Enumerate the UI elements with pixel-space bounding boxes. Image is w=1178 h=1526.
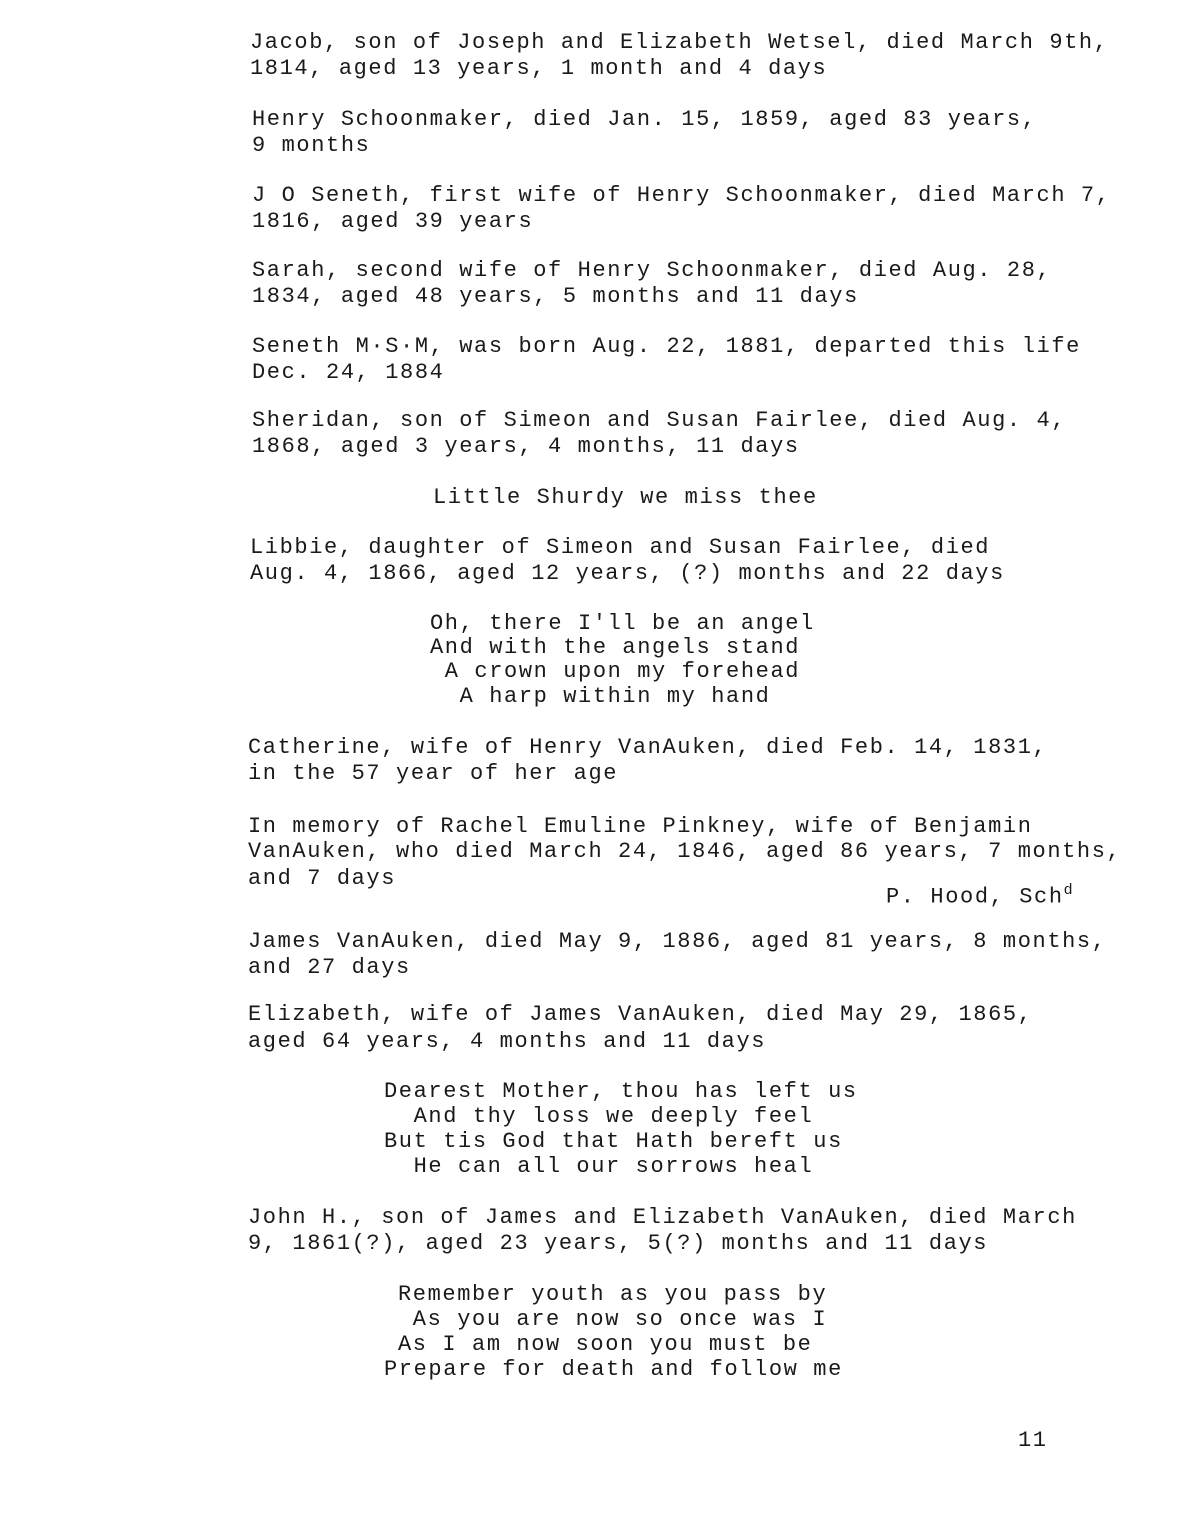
entry-line: Sheridan, son of Simeon and Susan Fairlee, died Aug. 4, (252, 408, 1067, 433)
epitaph-line: A harp within my hand (430, 684, 771, 709)
entry-line: 1816, aged 39 years (252, 209, 534, 234)
entry-line: James VanAuken, died May 9, 1886, aged 81 years, 8 months, (248, 929, 1107, 954)
epitaph-line: Remember youth as you pass by (398, 1282, 828, 1307)
entry-line: and 27 days (248, 955, 411, 980)
entry-line: Jacob, son of Joseph and Elizabeth Wetsel, died March 9th, (250, 30, 1109, 55)
entry-line: 1834, aged 48 years, 5 months and 11 days (252, 284, 859, 309)
epitaph-line: As I am now soon you must be (398, 1332, 813, 1357)
entry-line: Elizabeth, wife of James VanAuken, died May 29, 1865, (248, 1002, 1033, 1027)
signature-name: P. Hood, Sch (886, 884, 1064, 910)
entry-line: 9 months (252, 133, 371, 158)
epitaph-line: Little Shurdy we miss thee (433, 485, 818, 510)
epitaph-line: Dearest Mother, thou has left us (384, 1079, 858, 1104)
epitaph-line: As you are now so once was I (398, 1307, 828, 1332)
entry-line: Catherine, wife of Henry VanAuken, died Feb. 14, 1831, (248, 735, 1048, 760)
entry-line: 1868, aged 3 years, 4 months, 11 days (252, 434, 800, 459)
epitaph-line: And with the angels stand (430, 635, 801, 660)
signature (886, 878, 1074, 909)
entry-line: aged 64 years, 4 months and 11 days (248, 1029, 767, 1054)
entry-line: and 7 days (248, 866, 397, 891)
entry-line: Henry Schoonmaker, died Jan. 15, 1859, aged 83 years, (252, 107, 1037, 132)
epitaph-line: Oh, there I'll be an angel (430, 611, 815, 636)
entry-line: Libbie, daughter of Simeon and Susan Fairlee, died (250, 535, 991, 560)
entry-line: Sarah, second wife of Henry Schoonmaker, died Aug. 28, (252, 258, 1052, 283)
entry-line: VanAuken, who died March 24, 1846, aged 86 years, 7 months, (248, 839, 1122, 864)
page-number: 11 (1018, 1428, 1048, 1453)
entry-line: J O Seneth, first wife of Henry Schoonmaker, died March 7, (252, 183, 1111, 208)
entry-line: in the 57 year of her age (248, 761, 619, 786)
entry-line: Seneth M·S·M, was born Aug. 22, 1881, departed this life (252, 334, 1081, 359)
epitaph-line: But tis God that Hath bereft us (384, 1129, 843, 1154)
entry-line: Dec. 24, 1884 (252, 360, 445, 385)
entry-line: In memory of Rachel Emuline Pinkney, wife of Benjamin (248, 814, 1033, 839)
entry-line: John H., son of James and Elizabeth VanAuken, died March (248, 1205, 1077, 1230)
epitaph-line: Prepare for death and follow me (384, 1357, 843, 1382)
entry-line: Aug. 4, 1866, aged 12 years, (?) months and 22 days (250, 561, 1005, 586)
epitaph-line: A crown upon my forehead (430, 659, 801, 684)
signature-superscript: d (1063, 882, 1075, 899)
entry-line: 9, 1861(?), aged 23 years, 5(?) months and 11 days (248, 1231, 989, 1256)
epitaph-line: And thy loss we deeply feel (384, 1104, 814, 1129)
epitaph-line: He can all our sorrows heal (384, 1154, 814, 1179)
entry-line: 1814, aged 13 years, 1 month and 4 days (250, 56, 828, 81)
